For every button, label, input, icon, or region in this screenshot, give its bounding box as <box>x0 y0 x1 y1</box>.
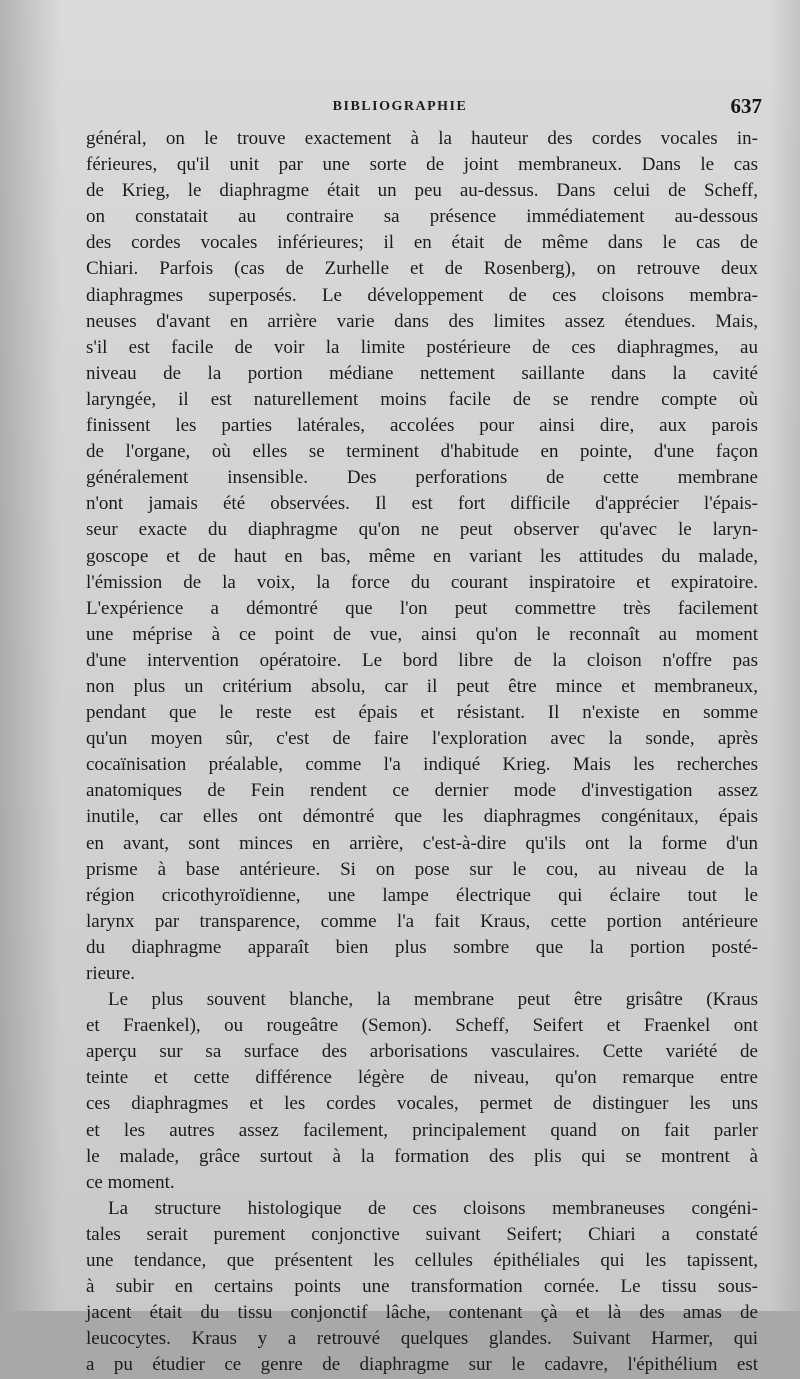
paragraph-end-line: rieure. <box>86 963 136 984</box>
text-line: une tendance, que présentent les cellules épithéliales qui les tapissent, <box>86 1250 758 1272</box>
text-line: des cordes vocales inférieures; il en était de même dans le cas de <box>86 232 758 254</box>
text-line: pendant que le reste est épais et résistant. Il n'existe en somme <box>86 702 758 724</box>
text-line: neuses d'avant en arrière varie dans des limites assez étendues. Mais, <box>86 310 758 332</box>
text-line: tales serait purement conjonctive suivant Seifert; Chiari a constaté <box>86 1223 758 1245</box>
text-line: à subir en certains points une transformation cornée. Le tissu sous- <box>86 1276 758 1298</box>
paragraph-end-line: ce moment. <box>86 1171 175 1193</box>
text-line: laryngée, il est naturellement moins facile de se rendre compte où <box>86 388 758 410</box>
paragraph-start-line: La structure histologique de ces cloisons membraneuses congéni- <box>108 1197 758 1219</box>
text-line: d'une intervention opératoire. Le bord libre de la cloison n'offre pas <box>86 649 758 671</box>
text-line: cocaïnisation préalable, comme l'a indiqué Krieg. Mais les recherches <box>86 754 758 776</box>
text-line: aperçu sur sa surface des arborisations vasculaires. Cette variété de <box>86 1041 758 1063</box>
body-text <box>86 126 758 1379</box>
text-line: L'expérience a démontré que l'on peut commettre très facilement <box>86 597 758 619</box>
text-line: jacent était du tissu conjonctif lâche, contenant çà et là des amas de <box>86 1302 758 1324</box>
text-line: larynx par transparence, comme l'a fait Kraus, cette portion antérieure <box>86 910 758 932</box>
text-line: de l'organe, où elles se terminent d'habitude en pointe, d'une façon <box>86 441 758 463</box>
text-line: anatomiques de Fein rendent ce dernier mode d'investigation assez <box>86 780 758 802</box>
paragraph-start-line: Le plus souvent blanche, la membrane peut être grisâtre (Kraus <box>108 989 758 1011</box>
text-line: Chiari. Parfois (cas de Zurhelle et de Rosenberg), on retrouve deux <box>86 258 758 280</box>
text-line: du diaphragme apparaît bien plus sombre que la portion posté- <box>86 936 758 958</box>
text-line: une méprise à ce point de vue, ainsi qu'on le reconnaît au moment <box>86 623 758 645</box>
text-line: en avant, sont minces en arrière, c'est-à-dire qu'ils ont la forme d'un <box>86 832 758 854</box>
text-line: niveau de la portion médiane nettement saillante dans la cavité <box>86 362 758 384</box>
text-line: férieures, qu'il unit par une sorte de joint membraneux. Dans le cas <box>86 154 758 176</box>
text-line: goscope et de haut en bas, même en variant les attitudes du malade, <box>86 545 758 567</box>
text-line: ces diaphragmes et les cordes vocales, permet de distinguer les uns <box>86 1093 758 1115</box>
running-title: BIBLIOGRAPHIE <box>332 99 468 114</box>
text-line: de Krieg, le diaphragme était un peu au-dessus. Dans celui de Scheff, <box>86 180 758 202</box>
text-line: région cricothyroïdienne, une lampe électrique qui éclaire tout le <box>86 884 758 906</box>
text-line: le malade, grâce surtout à la formation des plis qui se montrent à <box>86 1145 758 1167</box>
text-line: et Fraenkel), ou rougeâtre (Semon). Scheff, Seifert et Fraenkel ont <box>86 1015 758 1037</box>
text-line: prisme à base antérieure. Si on pose sur le cou, au niveau de la <box>86 858 758 880</box>
page-number: 637 <box>730 94 762 118</box>
text-line: généralement insensible. Des perforations de cette membrane <box>86 467 758 489</box>
text-line: non plus un critérium absolu, car il peut être mince et membraneux, <box>86 675 758 697</box>
text-line: finissent les parties latérales, accolées pour ainsi dire, aux parois <box>86 415 758 437</box>
text-line: général, on le trouve exactement à la hauteur des cordes vocales in- <box>86 128 758 149</box>
running-head <box>0 96 800 120</box>
text-line: qu'un moyen sûr, c'est de faire l'exploration avec la sonde, après <box>86 728 758 750</box>
text-line: l'émission de la voix, la force du courant inspiratoire et expiratoire. <box>86 571 758 593</box>
text-line: leucocytes. Kraus y a retrouvé quelques glandes. Suivant Harmer, qui <box>86 1328 758 1350</box>
text-line: on constatait au contraire sa présence immédiatement au-dessous <box>86 206 758 228</box>
text-line: et les autres assez facilement, principalement quand on fait parler <box>86 1119 758 1141</box>
text-line: a pu étudier ce genre de diaphragme sur le cadavre, l'épithélium est <box>86 1354 758 1376</box>
text-line: s'il est facile de voir la limite postérieure de ces diaphragmes, au <box>86 336 758 358</box>
text-line: n'ont jamais été observées. Il est fort difficile d'apprécier l'épais- <box>86 493 758 515</box>
text-line: inutile, car elles ont démontré que les diaphragmes congénitaux, épais <box>86 806 758 828</box>
text-line: teinte et cette différence légère de niveau, qu'on remarque entre <box>86 1067 758 1089</box>
text-line: seur exacte du diaphragme qu'on ne peut observer qu'avec le laryn- <box>86 519 758 541</box>
text-line: diaphragmes superposés. Le développement de ces cloisons membra- <box>86 284 758 306</box>
